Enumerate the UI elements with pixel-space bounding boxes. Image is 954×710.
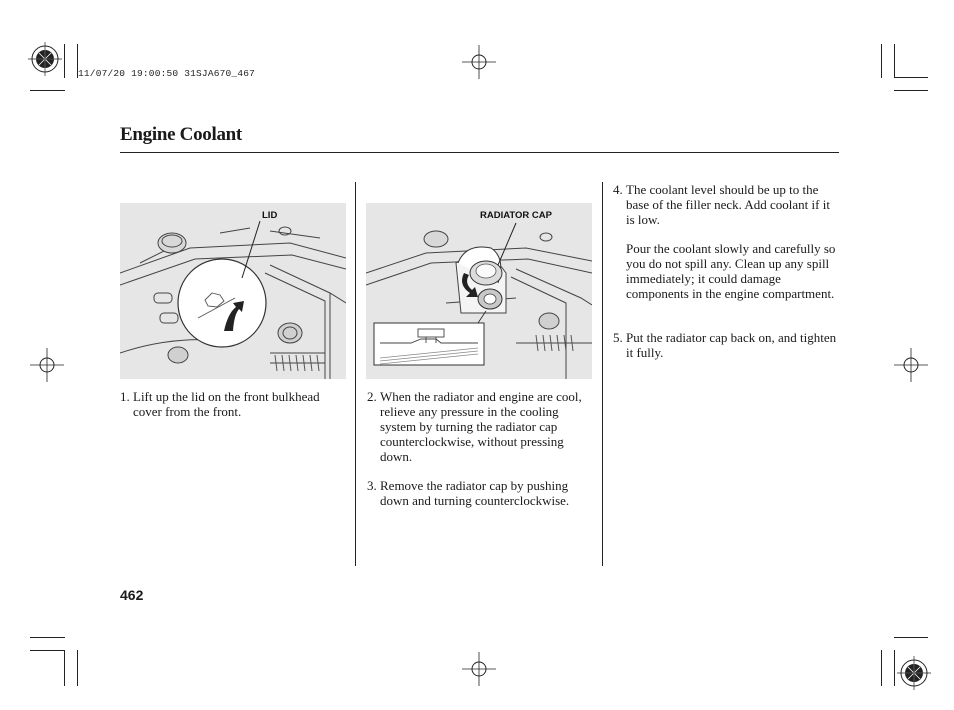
print-stamp: 11/07/20 19:00:50 31SJA670_467 <box>78 68 256 79</box>
column-divider <box>602 182 603 566</box>
step-text: Pour the coolant slowly and carefully so you do not spill any. Clean up any spill immediately; it could damage components in the engine compartment. <box>626 241 836 301</box>
crosshair-icon <box>894 348 928 382</box>
registration-target-icon <box>897 656 931 690</box>
step-number: 5. <box>613 330 623 345</box>
page-number: 462 <box>120 587 144 603</box>
crosshair-icon <box>30 348 64 382</box>
instruction-step <box>367 389 593 464</box>
page-title: Engine Coolant <box>120 124 242 145</box>
radiator-cap-illustration <box>366 203 592 379</box>
step-number: 1. <box>120 389 130 404</box>
title-divider <box>120 152 839 153</box>
step-text: When the radiator and engine are cool, relieve any pressure in the cooling system by turning the radiator cap counterclockwise, without pressing down. <box>380 389 582 464</box>
step-number: 3. <box>367 478 377 493</box>
instruction-step <box>367 478 593 508</box>
lid-illustration <box>120 203 346 379</box>
step-text: Remove the radiator cap by pushing down and turning counterclockwise. <box>380 478 570 508</box>
crosshair-icon <box>462 652 496 686</box>
step-number: 4. <box>613 182 623 197</box>
step-number: 2. <box>367 389 377 404</box>
registration-target-icon <box>28 42 62 76</box>
step-text: Put the radiator cap back on, and tighten it fully. <box>626 330 837 360</box>
instruction-step <box>613 182 839 227</box>
column-divider <box>355 182 356 566</box>
instruction-step <box>613 330 839 360</box>
crosshair-icon <box>462 45 496 79</box>
step-text: The coolant level should be up to the base of the filler neck. Add coolant if it is low. <box>626 182 830 227</box>
step-text: Lift up the lid on the front bulkhead cover from the front. <box>133 389 320 419</box>
lid-callout-label: LID <box>262 210 278 221</box>
radiator-cap-callout-label: RADIATOR CAP <box>480 210 552 221</box>
instruction-paragraph <box>613 241 839 301</box>
instruction-step <box>120 389 345 419</box>
